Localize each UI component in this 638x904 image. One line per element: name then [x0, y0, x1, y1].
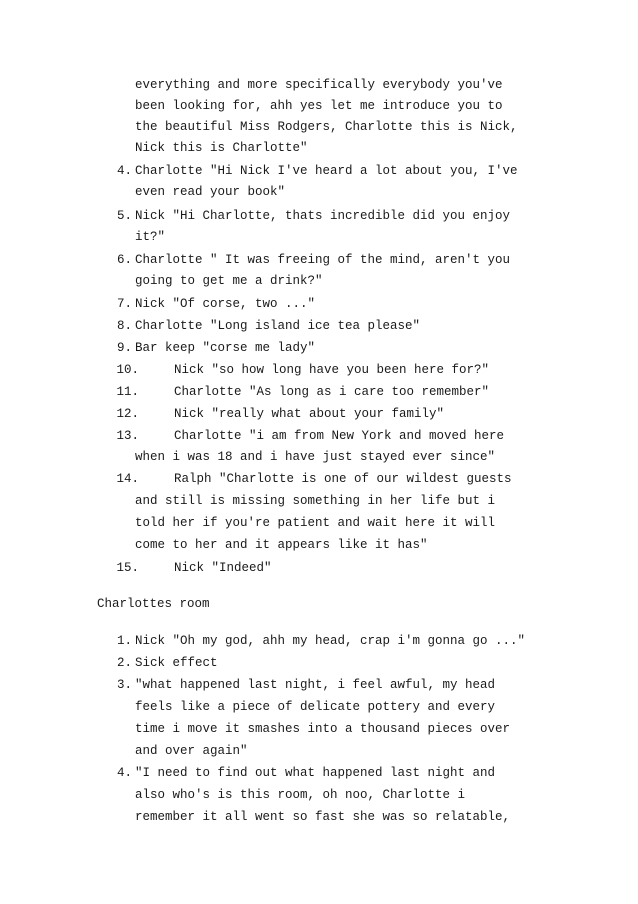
list-item-text: remember it all went so fast she was so relatable,: [135, 810, 511, 824]
list-item-text: Nick "Oh my god, ahh my head, crap i'm gonna go ...": [135, 634, 526, 648]
list-item-text: Nick "Of corse, two ...": [135, 297, 316, 311]
list-item-text: "what happened last night, i feel awful, my head: [135, 678, 496, 692]
section-heading: Charlottes room: [97, 597, 210, 611]
list-item-text: and still is missing something in her life but i: [135, 494, 496, 508]
list-item-text: even read your book": [135, 185, 286, 199]
list-item-text: Charlotte "As long as i care too remember": [174, 385, 490, 399]
list-number: 2.: [116, 656, 132, 670]
list-number: 11.: [116, 385, 139, 399]
list-item-text: Nick "so how long have you been here for?": [174, 363, 490, 377]
list-number: 6.: [116, 253, 132, 267]
list-item-text: when i was 18 and i have just stayed ever since": [135, 450, 496, 464]
list-item-text: Nick "really what about your family": [174, 407, 445, 421]
text-line: Nick this is Charlotte": [135, 141, 308, 155]
list-item-text: Charlotte " It was freeing of the mind, aren't you: [135, 253, 511, 267]
text-line: been looking for, ahh yes let me introduce you to: [135, 99, 503, 113]
list-item-text: also who's is this room, oh noo, Charlotte i: [135, 788, 466, 802]
list-item-text: and over again": [135, 744, 248, 758]
list-number: 10.: [116, 363, 139, 377]
list-item-text: Sick effect: [135, 656, 218, 670]
list-number: 15.: [116, 561, 139, 575]
list-item-text: come to her and it appears like it has": [135, 538, 428, 552]
list-item-text: time i move it smashes into a thousand pieces over: [135, 722, 511, 736]
list-item-text: "I need to find out what happened last night and: [135, 766, 496, 780]
list-number: 4.: [116, 766, 132, 780]
list-item-text: feels like a piece of delicate pottery and every: [135, 700, 496, 714]
list-number: 3.: [116, 678, 132, 692]
list-number: 1.: [116, 634, 132, 648]
list-item-text: told her if you're patient and wait here it will: [135, 516, 496, 530]
list-number: 9.: [116, 341, 132, 355]
list-number: 7.: [116, 297, 132, 311]
list-number: 13.: [116, 429, 139, 443]
list-number: 14.: [116, 472, 139, 486]
list-item-text: Charlotte "i am from New York and moved here: [174, 429, 505, 443]
list-item-text: Ralph "Charlotte is one of our wildest guests: [174, 472, 512, 486]
list-number: 4.: [116, 164, 132, 178]
list-item-text: it?": [135, 230, 166, 244]
list-item-text: Charlotte "Long island ice tea please": [135, 319, 421, 333]
list-item-text: Nick "Hi Charlotte, thats incredible did you enjoy: [135, 209, 511, 223]
list-number: 8.: [116, 319, 132, 333]
list-item-text: Charlotte "Hi Nick I've heard a lot about you, I've: [135, 164, 518, 178]
text-line: everything and more specifically everybody you've: [135, 78, 503, 92]
list-item-text: Bar keep "corse me lady": [135, 341, 316, 355]
list-number: 12.: [116, 407, 139, 421]
list-item-text: Nick "Indeed": [174, 561, 272, 575]
text-line: the beautiful Miss Rodgers, Charlotte this is Nick,: [135, 120, 518, 134]
list-item-text: going to get me a drink?": [135, 274, 323, 288]
list-number: 5.: [116, 209, 132, 223]
